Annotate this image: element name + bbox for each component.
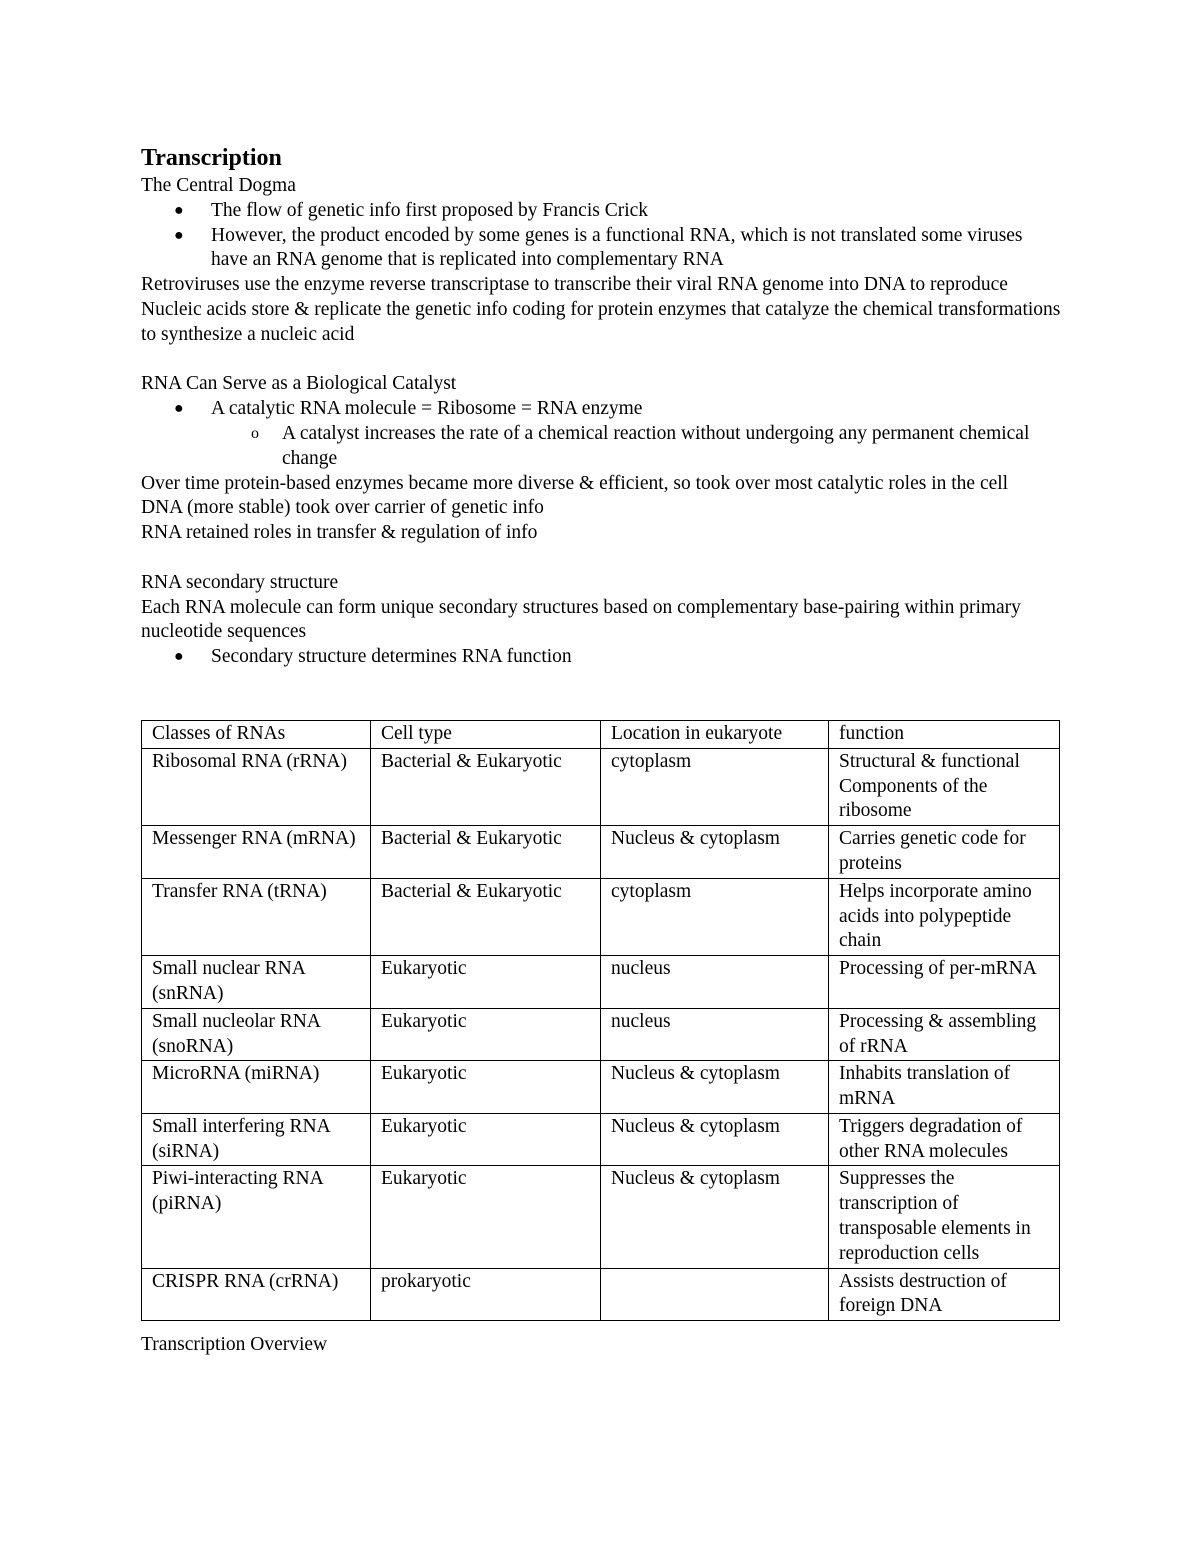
table-cell: Eukaryotic <box>371 1008 601 1061</box>
table-cell: Nucleus & cytoplasm <box>601 1166 829 1268</box>
table-cell: Bacterial & Eukaryotic <box>371 826 601 879</box>
circle-bullet-icon: o <box>251 424 259 442</box>
table-cell: Piwi-interacting RNA (piRNA) <box>142 1166 371 1268</box>
table-cell: Carries genetic code for proteins <box>829 826 1060 879</box>
table-row <box>142 1166 1060 1268</box>
table-cell: nucleus <box>601 956 829 1009</box>
column-header: Cell type <box>371 720 601 748</box>
table-cell: Eukaryotic <box>371 956 601 1009</box>
table-cell: prokaryotic <box>371 1268 601 1321</box>
spacer <box>141 348 1061 373</box>
section-heading-rna-catalyst: RNA Can Serve as a Biological Catalyst <box>141 373 457 395</box>
table-cell: Small nucleolar RNA (snoRNA) <box>142 1008 371 1061</box>
table-cell: Nucleus & cytoplasm <box>601 826 829 879</box>
table-row <box>142 956 1060 1009</box>
table-cell: Ribosomal RNA (rRNA) <box>142 748 371 825</box>
table-row <box>142 1061 1060 1114</box>
table-row <box>142 1268 1060 1321</box>
paragraph-retroviruses: Retroviruses use the enzyme reverse transcriptase to transcribe their viral RNA genome into DNA to reproduce <box>141 274 1008 296</box>
section-heading-secondary-structure: RNA secondary structure <box>141 571 339 593</box>
table-row <box>142 878 1060 955</box>
table-cell: cytoplasm <box>601 878 829 955</box>
table-cell: MicroRNA (miRNA) <box>142 1061 371 1114</box>
bullet-text: However, the product encoded by some genes is a functional RNA, which is not translated some viruses have an RNA genome that is replicated into complementary RNA <box>211 224 1023 271</box>
table-cell: Structural & functional Components of the ribosome <box>829 748 1060 825</box>
table-cell: Transfer RNA (tRNA) <box>142 878 371 955</box>
table-cell: Inhabits translation of mRNA <box>829 1061 1060 1114</box>
document-page <box>141 143 1061 1358</box>
sub-bullets <box>141 422 1061 472</box>
table-cell: Eukaryotic <box>371 1061 601 1114</box>
table-cell: cytoplasm <box>601 748 829 825</box>
sub-bullet-text: A catalyst increases the rate of a chemical reaction without undergoing any permanent chemical change <box>282 422 1030 469</box>
sub-bullet-item <box>141 422 1061 472</box>
column-header: Classes of RNAs <box>142 720 371 748</box>
table-cell: nucleus <box>601 1008 829 1061</box>
table-cell: Helps incorporate amino acids into polypeptide chain <box>829 878 1060 955</box>
table-row <box>142 1113 1060 1166</box>
table-cell: Small interfering RNA (siRNA) <box>142 1113 371 1166</box>
column-header: function <box>829 720 1060 748</box>
paragraph-nucleic-acids: Nucleic acids store & replicate the genetic info coding for protein enzymes that catalyze the chemical transformations to synthesize a nucleic acid <box>141 298 1061 345</box>
bullet-item <box>141 645 1061 670</box>
table-cell: Eukaryotic <box>371 1166 601 1268</box>
bullet-item <box>141 397 1061 471</box>
table-cell <box>601 1268 829 1321</box>
bullet-text: A catalytic RNA molecule = Ribosome = RNA enzyme <box>211 398 643 420</box>
table-cell: Processing & assembling of rRNA <box>829 1008 1060 1061</box>
table-cell: Processing of per-mRNA <box>829 956 1060 1009</box>
table-cell: Bacterial & Eukaryotic <box>371 878 601 955</box>
bullet-dot-icon: ● <box>174 648 184 666</box>
bullet-item <box>141 224 1061 274</box>
paragraph-rna-retained: RNA retained roles in transfer & regulation of info <box>141 522 538 544</box>
table-cell: Eukaryotic <box>371 1113 601 1166</box>
table-cell: Triggers degradation of other RNA molecules <box>829 1113 1060 1166</box>
paragraph-protein-enzymes: Over time protein-based enzymes became more diverse & efficient, so took over most catalytic roles in the cell <box>141 472 1009 494</box>
bullet-dot-icon: ● <box>174 226 184 244</box>
rna-catalyst-bullets <box>141 397 1061 471</box>
table-cell: Nucleus & cytoplasm <box>601 1113 829 1166</box>
bullet-dot-icon: ● <box>174 400 184 418</box>
rna-classes-table <box>141 720 1060 1321</box>
bullet-item <box>141 199 1061 224</box>
paragraph-dna-stable: DNA (more stable) took over carrier of genetic info <box>141 497 544 519</box>
table-header-row <box>142 720 1060 748</box>
table-row <box>142 826 1060 879</box>
section-heading-transcription-overview: Transcription Overview <box>141 1334 328 1356</box>
spacer <box>141 670 1061 720</box>
central-dogma-bullets <box>141 199 1061 273</box>
table-cell: Messenger RNA (mRNA) <box>142 826 371 879</box>
secondary-structure-bullets <box>141 645 1061 670</box>
paragraph-secondary-structure: Each RNA molecule can form unique secondary structures based on complementary base-pairing within primary nucleotide sequences <box>141 596 1021 643</box>
table-cell: Assists destruction of foreign DNA <box>829 1268 1060 1321</box>
bullet-dot-icon: ● <box>174 201 184 219</box>
table-cell: Small nuclear RNA (snRNA) <box>142 956 371 1009</box>
bullet-text: The flow of genetic info first proposed by Francis Crick <box>211 199 649 221</box>
table-cell: Bacterial & Eukaryotic <box>371 748 601 825</box>
table-row <box>142 748 1060 825</box>
document-title: Transcription <box>141 145 282 171</box>
table-cell: Nucleus & cytoplasm <box>601 1061 829 1114</box>
spacer <box>141 546 1061 571</box>
bullet-text: Secondary structure determines RNA function <box>211 646 572 668</box>
table-cell: Suppresses the transcription of transposable elements in reproduction cells <box>829 1166 1060 1268</box>
table-row <box>142 1008 1060 1061</box>
section-heading-central-dogma: The Central Dogma <box>141 175 296 196</box>
column-header: Location in eukaryote <box>601 720 829 748</box>
table-cell: CRISPR RNA (crRNA) <box>142 1268 371 1321</box>
